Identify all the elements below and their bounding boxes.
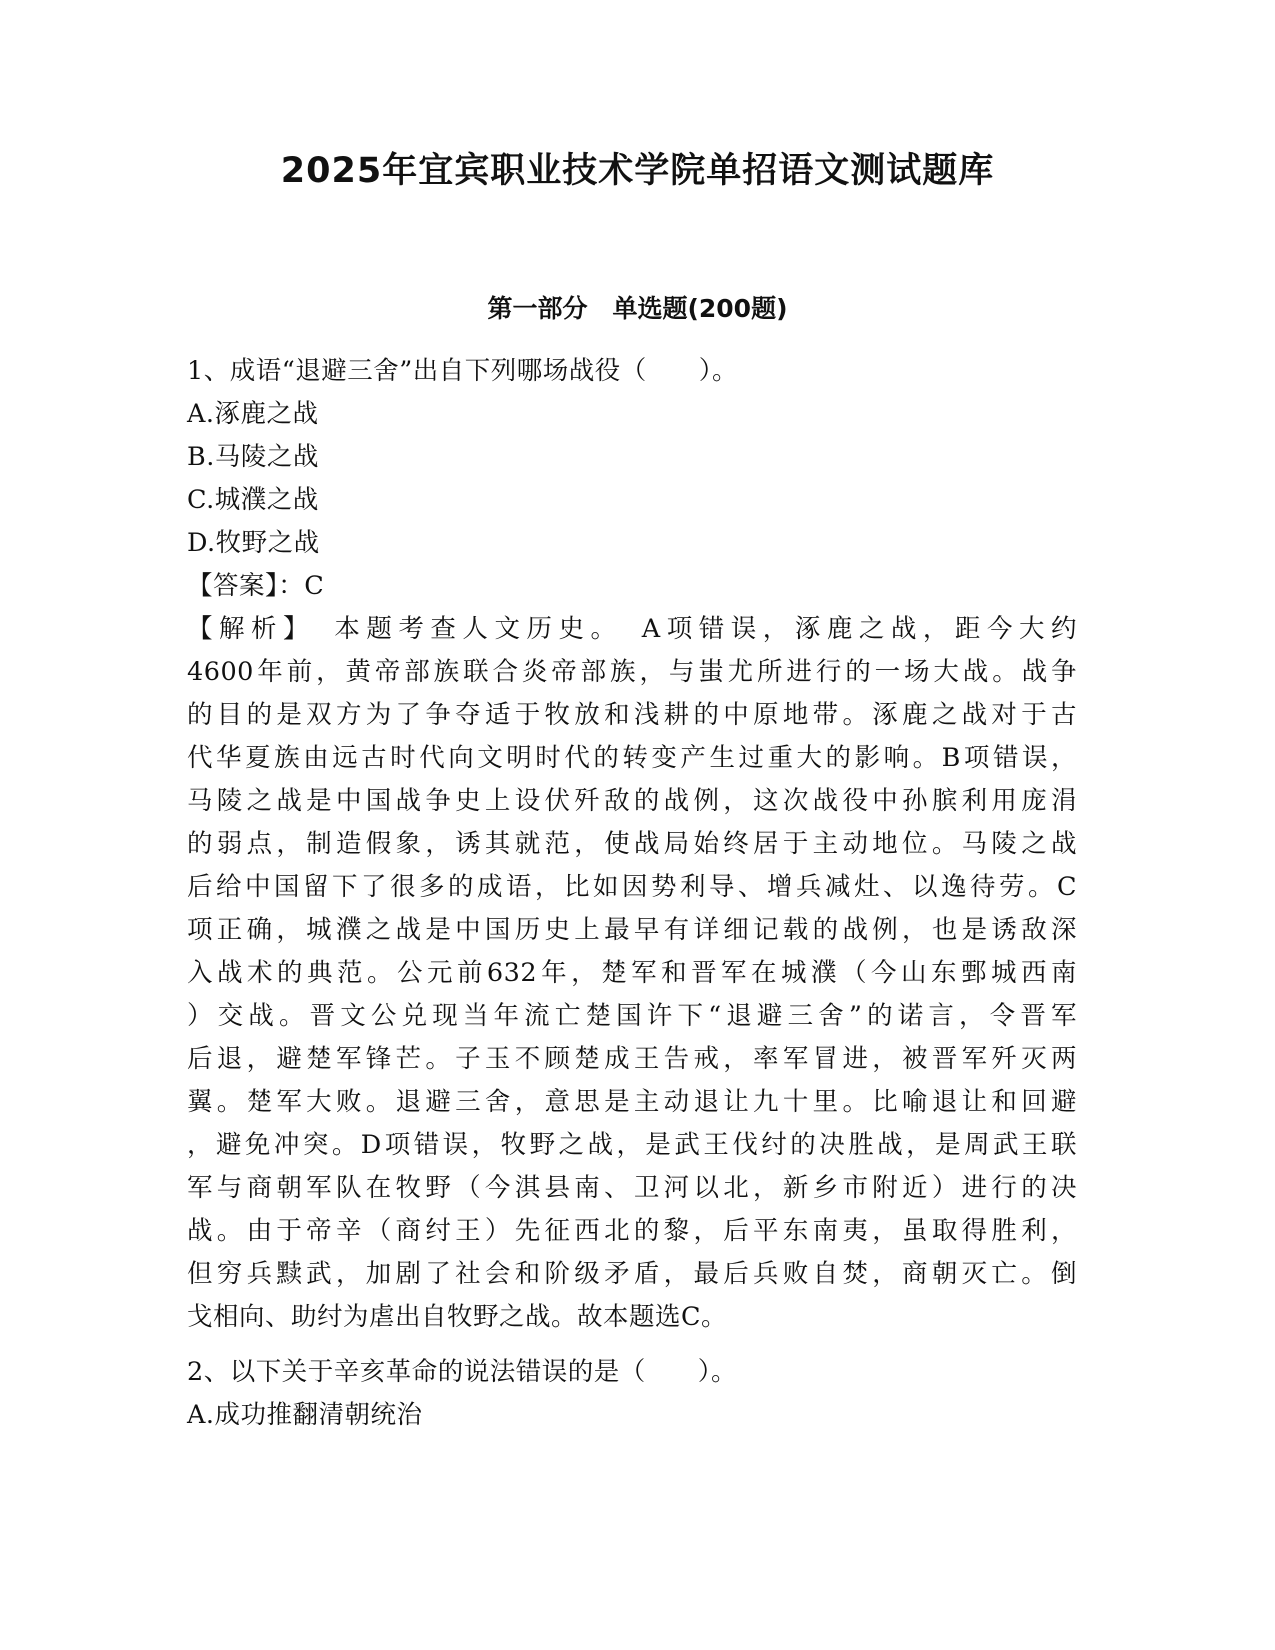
option-c: C.城濮之战 bbox=[187, 485, 319, 515]
question-spacer bbox=[187, 1339, 1087, 1351]
analysis-line: 4600年前，黄帝部族联合炎帝部族，与蚩尤所进行的一场大战。战争 bbox=[187, 657, 1077, 687]
analysis-line: 戈相向、助纣为虐出自牧野之战。故本题选C。 bbox=[187, 1302, 728, 1332]
question-2 bbox=[187, 1351, 1087, 1437]
analysis-line: 军与商朝军队在牧野（今淇县南、卫河以北，新乡市附近）进行的决 bbox=[187, 1173, 1077, 1203]
analysis-line: 入战术的典范。公元前632年，楚军和晋军在城濮（今山东鄄城西南 bbox=[187, 958, 1077, 988]
analysis-line: 但穷兵黩武，加剧了社会和阶级矛盾，最后兵败自焚，商朝灭亡。倒 bbox=[187, 1259, 1077, 1289]
question-1 bbox=[187, 350, 1087, 1339]
option-d: D.牧野之战 bbox=[187, 528, 320, 558]
option-b: B.马陵之战 bbox=[187, 442, 319, 472]
analysis-line: 后退，避楚军锋芒。子玉不顾楚成王告戒，率军冒进，被晋军歼灭两 bbox=[187, 1044, 1077, 1074]
analysis-line: 翼。楚军大败。退避三舍，意思是主动退让九十里。比喻退让和回避 bbox=[187, 1087, 1077, 1117]
answer-line: 【答案】：C bbox=[187, 571, 325, 601]
option-a: A.成功推翻清朝统治 bbox=[187, 1400, 423, 1430]
analysis-line: ）交战。晋文公兑现当年流亡楚国许下“退避三舍”的诺言，令晋军 bbox=[187, 1001, 1077, 1031]
analysis-line: 代华夏族由远古时代向文明时代的转变产生过重大的影响。B项错误， bbox=[187, 743, 1077, 773]
analysis-line: 战。由于帝辛（商纣王）先征西北的黎，后平东南夷，虽取得胜利， bbox=[187, 1216, 1077, 1246]
analysis-line: 的弱点，制造假象，诱其就范，使战局始终居于主动地位。马陵之战 bbox=[187, 829, 1077, 859]
analysis-block bbox=[187, 608, 1087, 1339]
question-stem: 1、成语“退避三舍”出自下列哪场战役（ ）。 bbox=[187, 356, 739, 386]
analysis-line: 后给中国留下了很多的成语，比如因势利导、增兵减灶、以逸待劳。C bbox=[187, 872, 1077, 902]
analysis-line: 【解析】 本题考查人文历史。 A项错误，涿鹿之战，距今大约 bbox=[187, 614, 1077, 644]
analysis-line: ，避免冲突。D项错误，牧野之战，是武王伐纣的决胜战，是周武王联 bbox=[187, 1130, 1077, 1160]
section-heading: 第一部分 单选题(200题) bbox=[487, 294, 788, 323]
question-list bbox=[187, 350, 1087, 1437]
analysis-line: 项正确，城濮之战是中国历史上最早有详细记载的战例，也是诱敌深 bbox=[187, 915, 1077, 945]
analysis-line: 马陵之战是中国战争史上设伏歼敌的战例，这次战役中孙膑利用庞涓 bbox=[187, 786, 1077, 816]
question-stem: 2、以下关于辛亥革命的说法错误的是（ ）。 bbox=[187, 1357, 737, 1387]
page-title: 2025年宜宾职业技术学院单招语文测试题库 bbox=[280, 151, 995, 191]
analysis-line: 的目的是双方为了争夺适于牧放和浅耕的中原地带。涿鹿之战对于古 bbox=[187, 700, 1077, 730]
option-a: A.涿鹿之战 bbox=[187, 399, 319, 429]
